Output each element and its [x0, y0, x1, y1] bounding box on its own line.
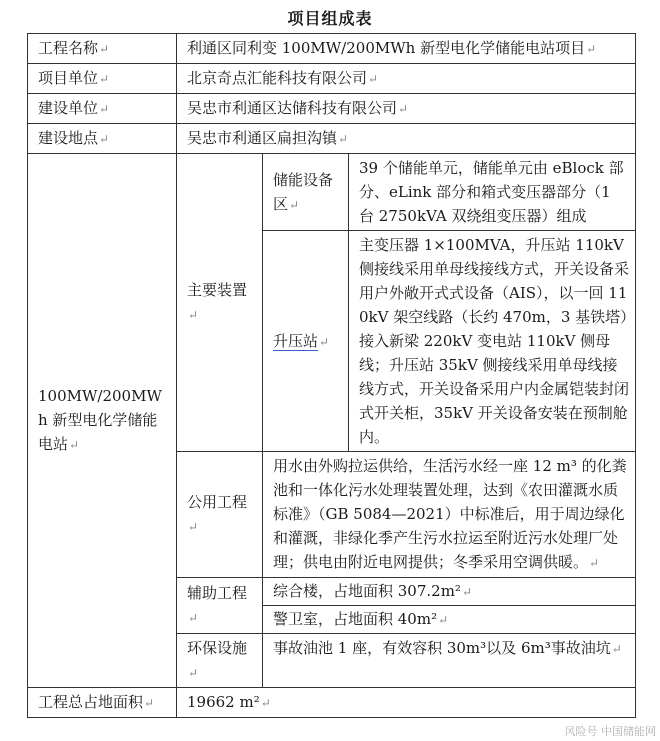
table-row — [28, 94, 636, 124]
value-cell: 利通区同利变 100MW/200MWh 新型电化学储能电站项目↵ — [177, 34, 636, 64]
value-cell: 19662 m²↵ — [177, 688, 636, 718]
value-cell: 吴忠市利通区达储科技有限公司↵ — [177, 94, 636, 124]
station-name-cell: 100MW/200MWh 新型电化学储能电站↵ — [28, 154, 177, 688]
auxiliary-items-cell — [263, 578, 636, 634]
table-row — [28, 34, 636, 64]
booster-label-cell: 升压站↵ — [263, 231, 349, 452]
public-works-label-cell: 公用工程↵ — [177, 452, 263, 578]
label-cell: 工程名称↵ — [28, 34, 177, 64]
value-cell: 北京奇点汇能科技有限公司↵ — [177, 64, 636, 94]
storage-area-label-cell: 储能设备区↵ — [263, 154, 349, 231]
auxiliary-item: 综合楼，占地面积 307.2m²↵ — [263, 578, 635, 606]
environmental-desc-cell: 事故油池 1 座，有效容积 30m³以及 6m³事故油坑↵ — [263, 634, 636, 688]
public-works-desc-cell: 用水由外购拉运供给，生活污水经一座 12 m³ 的化粪池和一体化污水处理装置处理，达到《农田灌溉水质标准》（GB 5084—2021）中标准后，用于周边绿化和灌溉，非绿化季产生污水拉运至附近污水处理厂处理；供电由附近电网提供；冬季采用空调供暖。↵ — [263, 452, 636, 578]
booster-desc-cell: 主变压器 1×100MVA，升压站 110kV 侧接线采用单母线接线方式，开关设备采用户外敞开式式设备（AIS），以一回 110kV 架空线路（长约 470m，3 基铁塔）接入新梁 220kV 变电站 110kV 侧母线；升压站 35kV 侧接线采用单母线接线方式，开关设备采用户内金属铠装封闭式开关柜，35kV 开关设备安装在预制舱内。 — [349, 231, 636, 452]
watermark: 风险号 中国储能网 — [564, 725, 656, 738]
table-row — [28, 124, 636, 154]
auxiliary-label-cell: 辅助工程↵ — [177, 578, 263, 634]
value-cell: 吴忠市利通区扁担沟镇↵ — [177, 124, 636, 154]
auxiliary-item: 警卫室，占地面积 40m²↵ — [273, 610, 449, 628]
main-equipment-label-cell: 主要装置↵ — [177, 154, 263, 452]
label-cell: 建设地点↵ — [28, 124, 177, 154]
table-row — [28, 154, 636, 231]
label-cell: 项目单位↵ — [28, 64, 177, 94]
table-row — [28, 688, 636, 718]
table-row — [28, 64, 636, 94]
label-cell: 建设单位↵ — [28, 94, 177, 124]
project-composition-table — [27, 33, 636, 718]
storage-area-desc-cell: 39 个储能单元，储能单元由 eBlock 部分、eLink 部分和箱式变压器部分（1 台 2750kVA 双绕组变压器）组成 — [349, 154, 636, 231]
environmental-label-cell: 环保设施↵ — [177, 634, 263, 688]
table-title: 项目组成表 — [287, 9, 373, 28]
label-cell: 工程总占地面积↵ — [28, 688, 177, 718]
